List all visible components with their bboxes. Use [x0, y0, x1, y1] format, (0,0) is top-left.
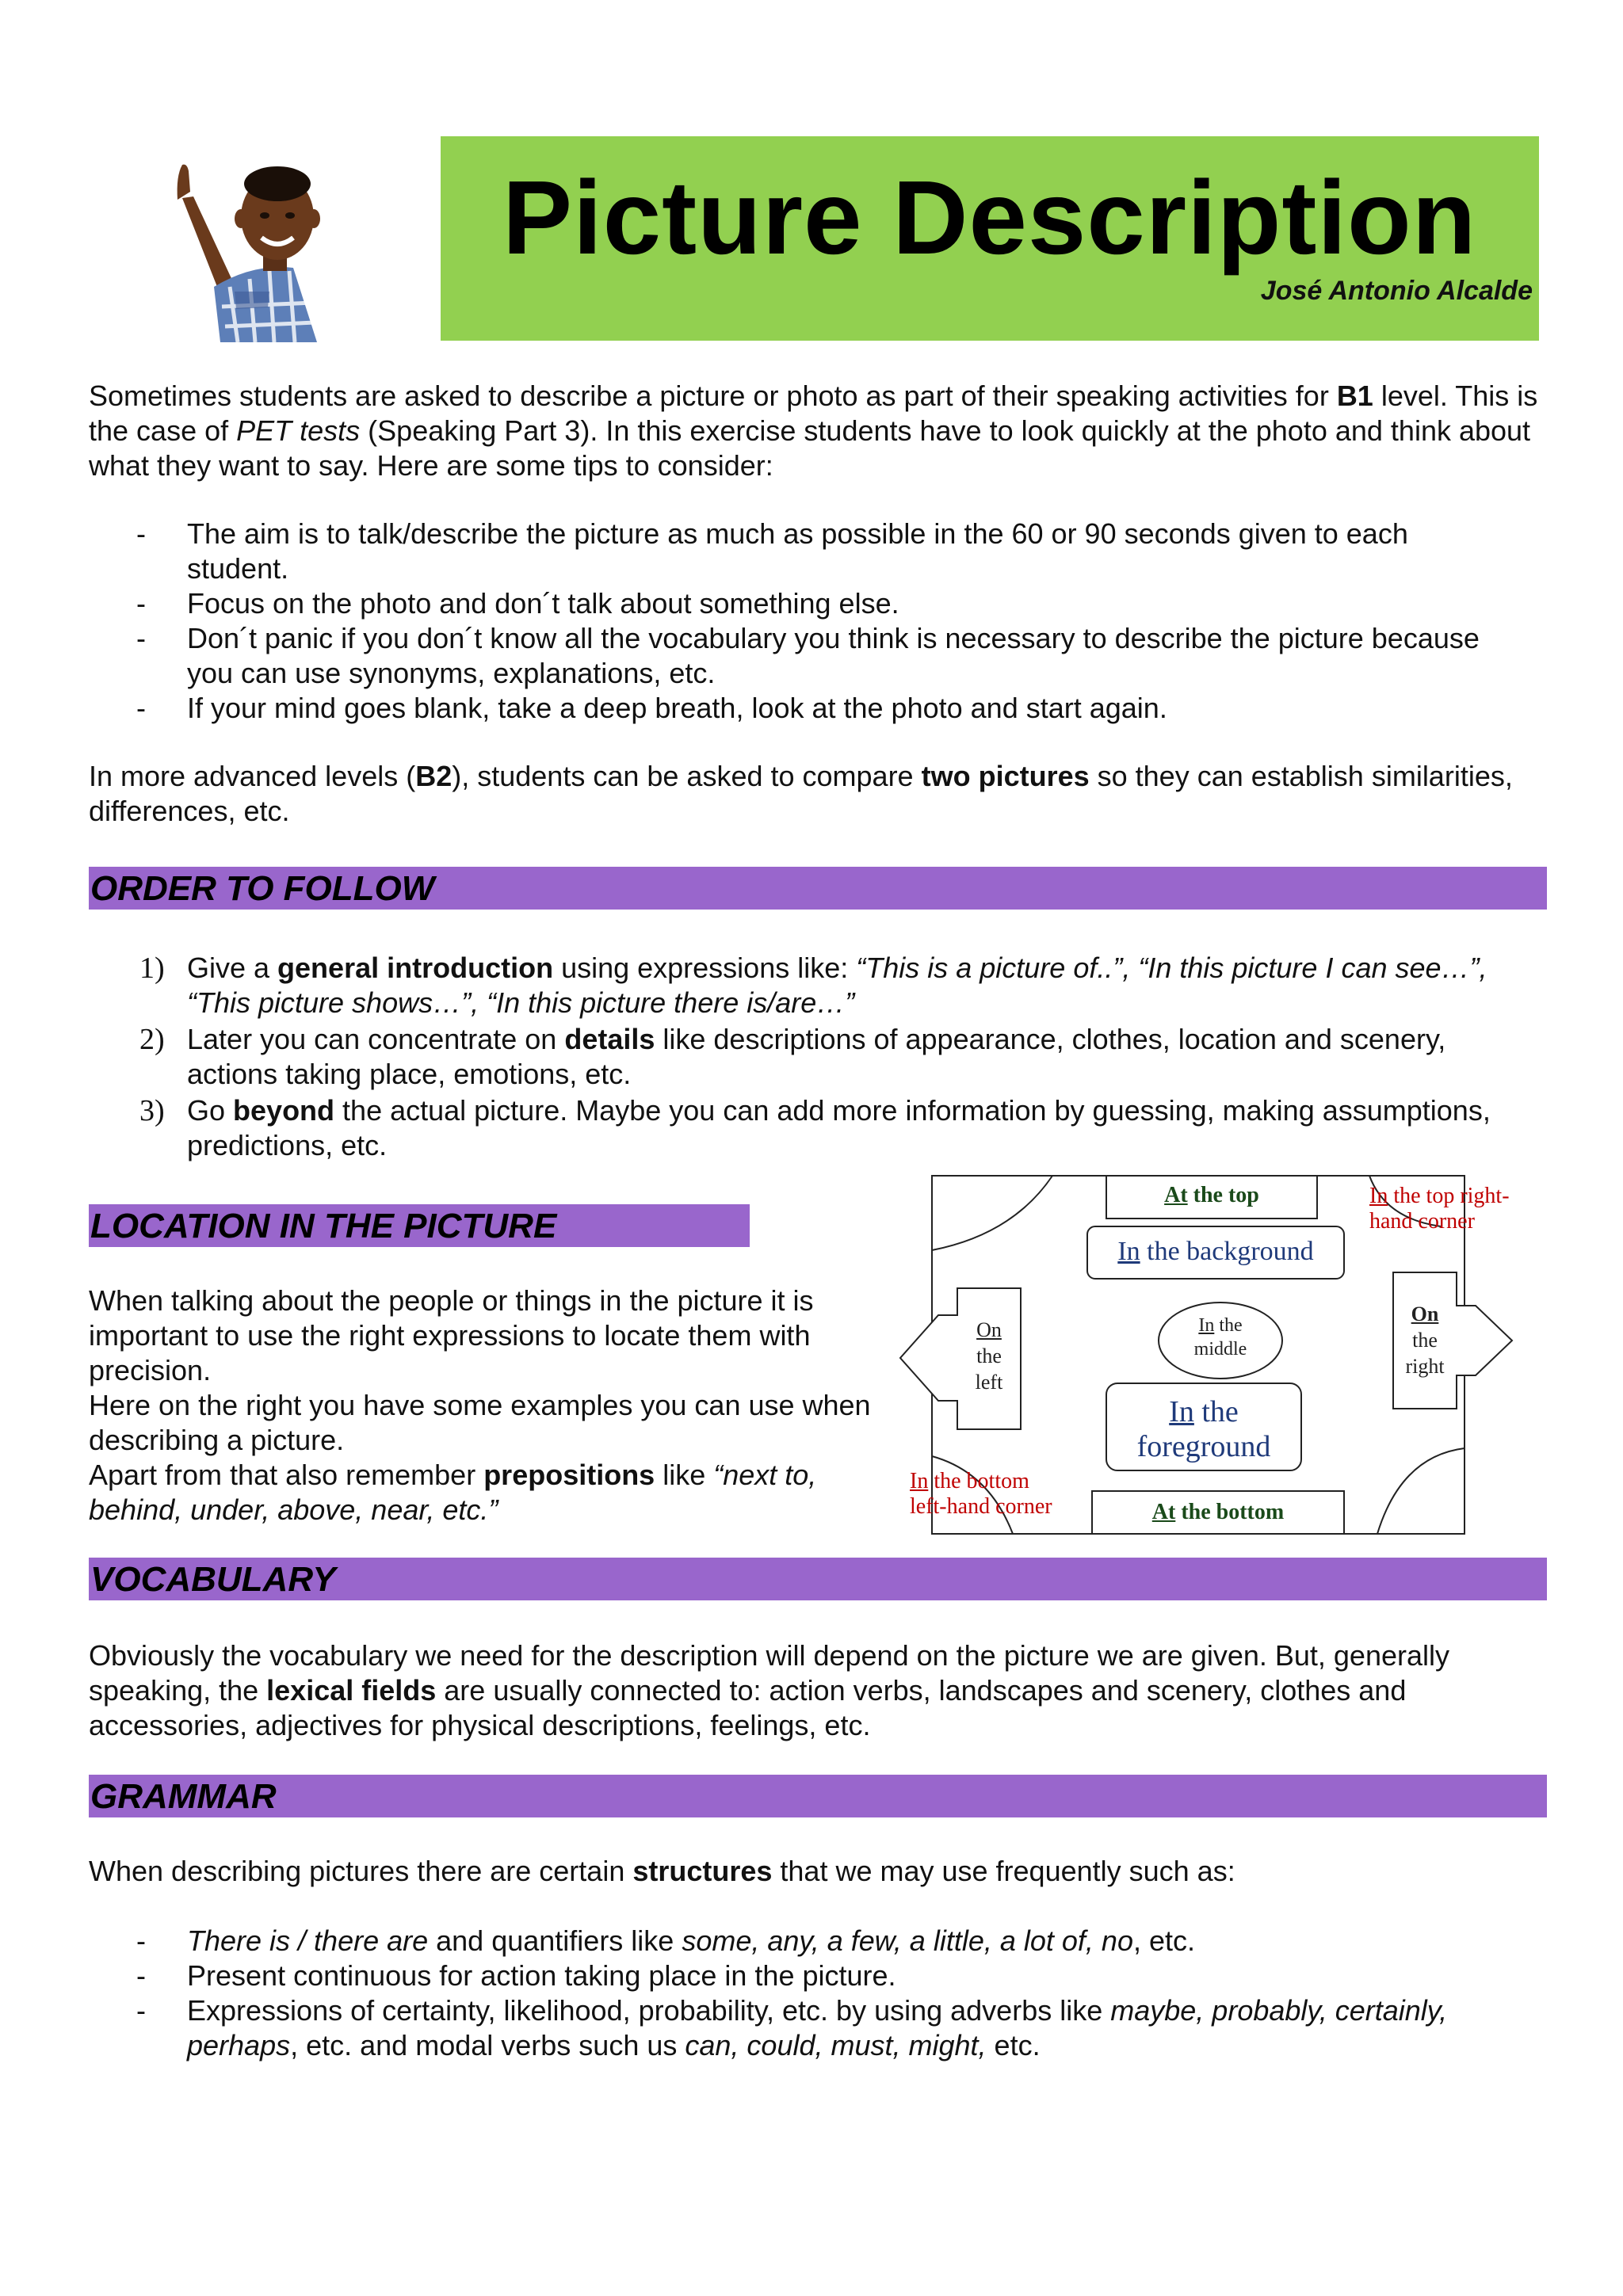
section-bar-location — [89, 1204, 750, 1247]
intro-paragraph — [89, 379, 1539, 483]
label-at-the-bottom: At the bottom — [1151, 1500, 1285, 1524]
intro-text: (Speaking Part 3). In this exercise students have to look quickly at the photo and think about what they want to say. Here are some tips to consider: — [89, 414, 1531, 482]
list-item: - Don´t panic if you don´t know all the vocabulary you think is necessary to describe the picture because you can use synonyms, explanations, etc. — [136, 622, 1480, 689]
section-bar-grammar — [89, 1775, 1547, 1817]
level-b1: B1 — [1336, 379, 1373, 412]
page-title: Picture Description — [502, 159, 1477, 276]
intro-text: Sometimes students are asked to describe a picture or photo as part of their speaking activities for — [89, 379, 1337, 412]
list-item: 1) Give a general introduction using expressions like: “This is a picture of..”, “In this picture I can see…”, “This picture shows…”, “In this picture there is/are…” — [139, 952, 1487, 1019]
level-b2: B2 — [415, 760, 453, 792]
section-title: ORDER TO FOLLOW — [90, 869, 435, 908]
label-in-the-foreground: In the foreground — [1136, 1395, 1271, 1463]
label-in-the-background: In the background — [1117, 1237, 1314, 1266]
label-top-right-corner: In the top right- hand corner — [1369, 1184, 1510, 1234]
list-item: - If your mind goes blank, take a deep breath, look at the photo and start again. — [136, 692, 1167, 724]
label-at-the-top: At the top — [1164, 1183, 1259, 1207]
list-item: - Expressions of certainty, likelihood, probability, etc. by using adverbs like maybe, probably, certainly, perhaps, etc. and modal verbs such us can, could, must, might, etc. — [136, 1994, 1448, 2061]
list-item: - There is / there are and quantifiers like some, any, a few, a little, a lot of, no, etc. — [136, 1924, 1195, 1957]
list-item: 2) Later you can concentrate on details like descriptions of appearance, clothes, location and scenery, actions taking place, emotions, etc. — [139, 1023, 1446, 1090]
section-bar-vocabulary — [89, 1558, 1547, 1600]
title-banner — [441, 136, 1539, 341]
section-bar-order — [89, 867, 1547, 910]
header-illustration — [158, 152, 396, 342]
grammar-list — [89, 1924, 1531, 2063]
boy-pointing-image — [158, 152, 396, 342]
section-title: LOCATION IN THE PICTURE — [90, 1207, 557, 1245]
list-item: - Focus on the photo and don´t talk about something else. — [136, 587, 899, 620]
two-pictures: two pictures — [921, 760, 1090, 792]
list-item: - The aim is to talk/describe the picture as much as possible in the 60 or 90 seconds given to each student. — [136, 517, 1408, 585]
author-name: José Antonio Alcalde — [1260, 276, 1533, 306]
list-item: 3) Go beyond the actual picture. Maybe you can add more information by guessing, making assumptions, predictions, etc. — [139, 1094, 1491, 1161]
order-list — [89, 951, 1515, 1163]
advanced-paragraph: In more advanced levels (B2), students can be asked to compare two pictures so they can establish similarities, differences, etc. — [89, 760, 1513, 827]
section-title: VOCABULARY — [90, 1560, 336, 1599]
section-title: GRAMMAR — [90, 1777, 277, 1816]
label-in-the-middle: In the middle — [1193, 1315, 1247, 1360]
label-on-the-right: On the right — [1405, 1302, 1445, 1378]
label-on-the-left: On the left — [975, 1318, 1003, 1394]
list-item: - Present continuous for action taking place in the picture. — [136, 1959, 896, 1992]
location-text: When talking about the people or things in the picture it is important to use the right expressions to locate them with precision. Here on the right you have some examples you can use when describing a picture. Apart from that also remember prepositions like “next to, behind, under, above, near, etc.” — [89, 1284, 871, 1526]
location-diagram — [894, 1171, 1520, 1545]
pet-tests: PET tests — [236, 414, 361, 447]
tips-list — [89, 517, 1484, 726]
vocabulary-paragraph: Obviously the vocabulary we need for the description will depend on the picture we are given. But, generally speaking, the lexical fields are usually connected to: action verbs, landscapes and scenery, clothes and accessories, adjectives for physical descriptions, feelings, etc. — [89, 1639, 1449, 1741]
intro-text: level. This is the case of — [89, 379, 1538, 447]
grammar-intro: When describing pictures there are certain structures that we may use frequently such as: — [89, 1855, 1235, 1887]
label-bottom-left-corner: In the bottom left-hand corner — [910, 1469, 1052, 1519]
